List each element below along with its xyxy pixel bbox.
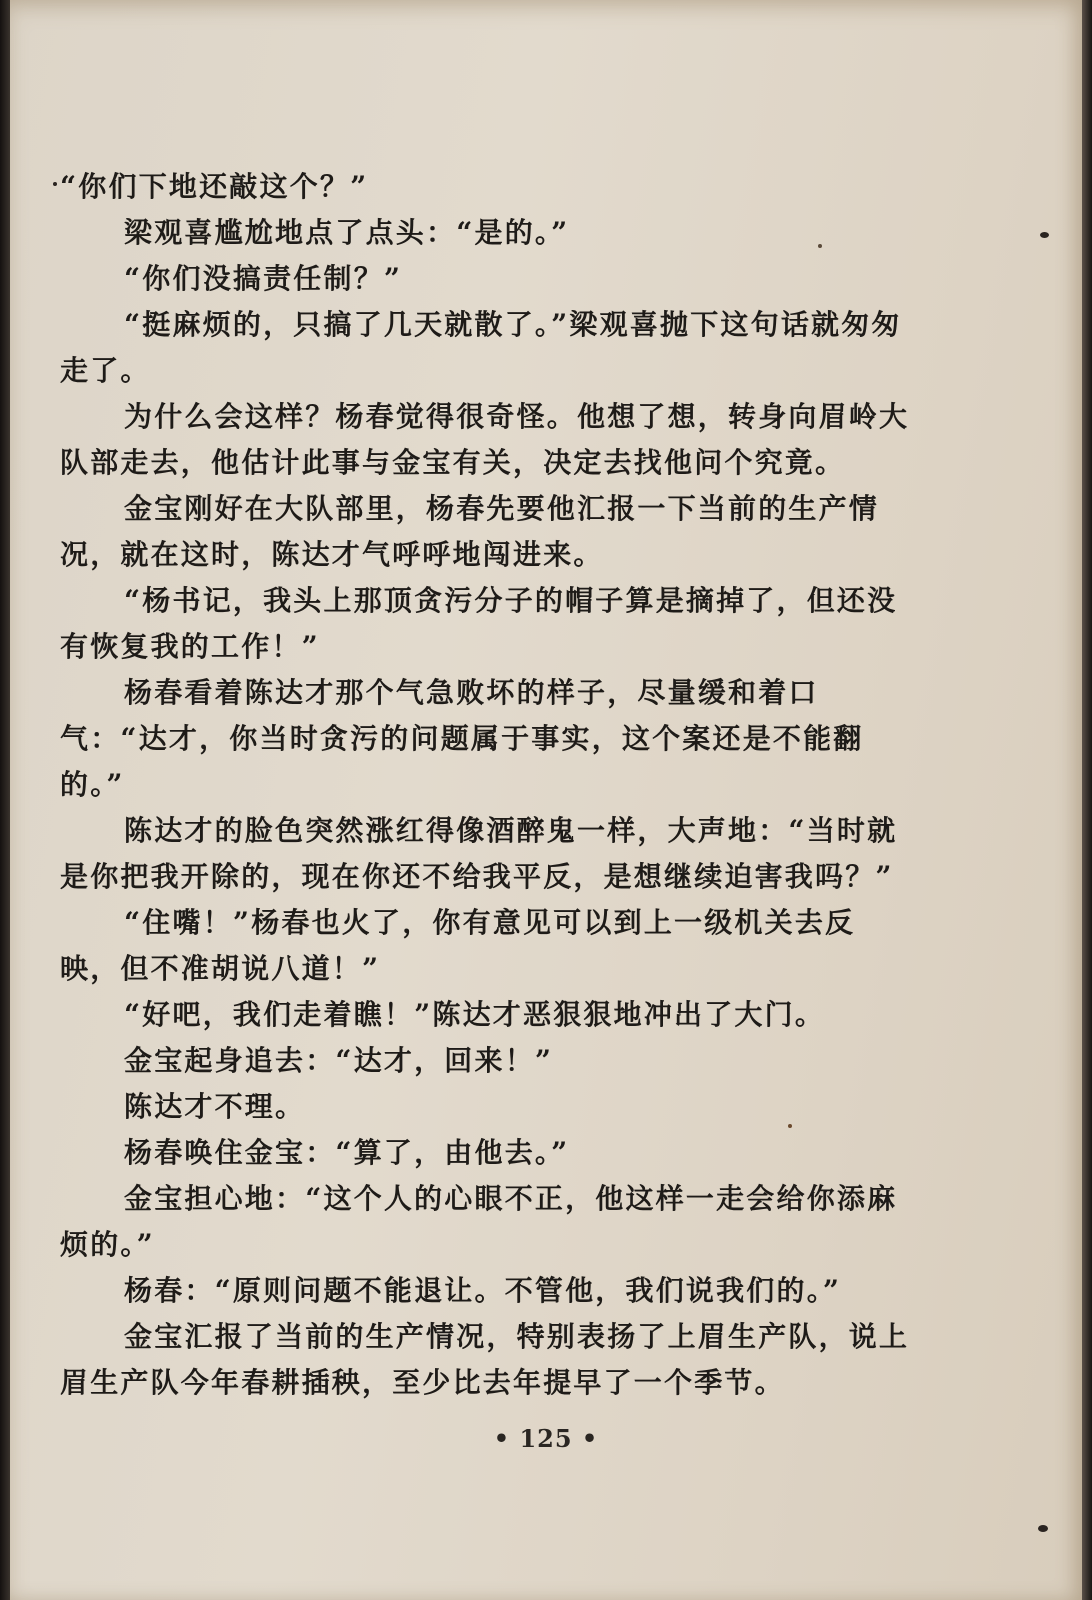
paragraph: “挺麻烦的，只搞了几天就散了。”梁观喜抛下这句话就匆匆走了。 xyxy=(60,308,902,387)
paragraph: “杨书记，我头上那顶贪污分子的帽子算是摘掉了，但还没有恢复我的工作！” xyxy=(60,584,898,663)
ink-speck xyxy=(1038,1525,1048,1532)
paragraph: 杨春：“原则问题不能退让。不管他，我们说我们的。” xyxy=(124,1274,842,1307)
paragraph: “好吧，我们走着瞧！”陈达才恶狠狠地冲出了大门。 xyxy=(124,998,826,1031)
paragraph: “住嘴！”杨春也火了，你有意见可以到上一级机关去反映，但不准胡说八道！” xyxy=(60,906,856,985)
body-text xyxy=(60,164,912,1406)
paragraph: 梁观喜尴尬地点了点头：“是的。” xyxy=(124,216,570,249)
ink-speck xyxy=(1040,232,1049,238)
page-number: • 125 • xyxy=(493,1424,599,1453)
page-right-edge xyxy=(1082,0,1092,1600)
paragraph: 陈达才不理。 xyxy=(124,1090,306,1123)
paragraph: 金宝起身追去：“达才，回来！” xyxy=(124,1044,554,1077)
paragraph: 金宝刚好在大队部里，杨春先要他汇报一下当前的生产情况，就在这时，陈达才气呼呼地闯进来。 xyxy=(60,492,880,571)
paragraph: 陈达才的脸色突然涨红得像酒醉鬼一样，大声地：“当时就是你把我开除的，现在你还不给我平反，是想继续迫害我吗？” xyxy=(60,814,898,893)
page-left-edge xyxy=(0,0,10,1600)
ink-speck xyxy=(53,182,57,186)
paragraph: 杨春看着陈达才那个气急败坏的样子，尽量缓和着口气：“达才，你当时贪污的问题属于事实，这个案还是不能翻的。” xyxy=(60,676,864,801)
paragraph: 金宝汇报了当前的生产情况，特别表扬了上眉生产队，说上眉生产队今年春耕插秧，至少比去年提早了一个季节。 xyxy=(60,1320,910,1399)
paragraph: 金宝担心地：“这个人的心眼不正，他这样一走会给你添麻烦的。” xyxy=(60,1182,898,1261)
paragraph: “你们下地还敲这个？” xyxy=(60,170,369,203)
paragraph: 杨春唤住金宝：“算了，由他去。” xyxy=(124,1136,570,1169)
paragraph: “你们没搞责任制？” xyxy=(124,262,403,295)
paragraph: 为什么会这样？杨春觉得很奇怪。他想了想，转身向眉岭大队部走去，他估计此事与金宝有关，决定去找他问个究竟。 xyxy=(60,400,910,479)
